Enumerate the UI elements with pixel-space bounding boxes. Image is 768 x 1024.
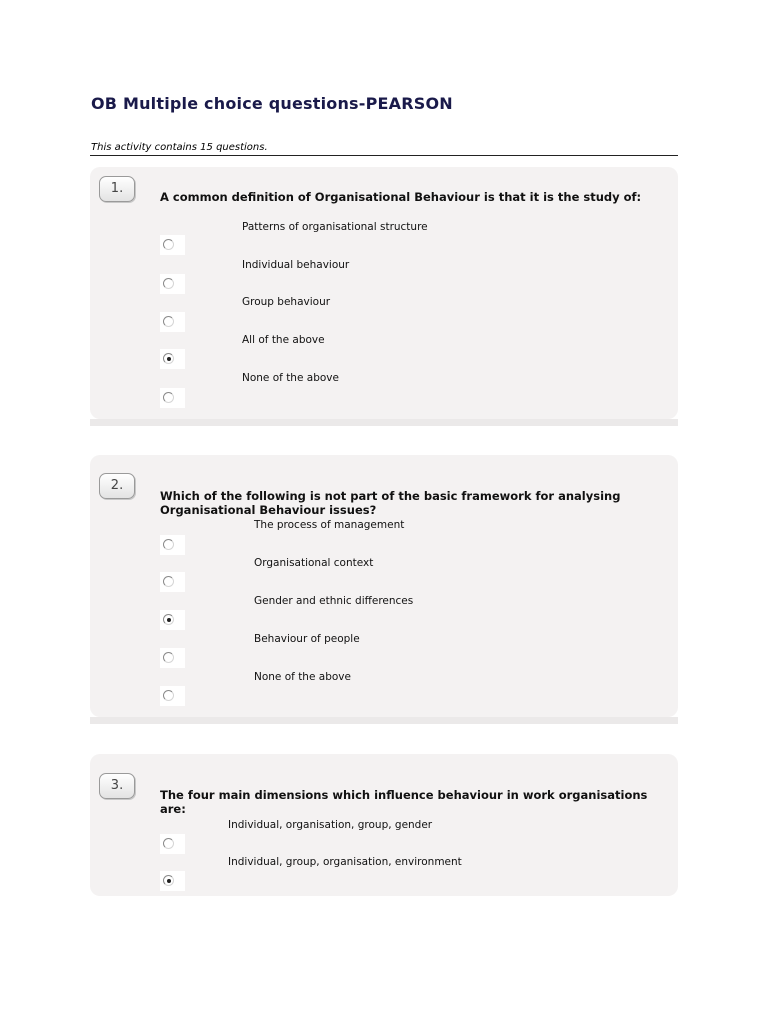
option-radio-box: [160, 312, 185, 332]
question-card-1: [90, 167, 678, 419]
radio-button[interactable]: [163, 576, 174, 587]
question-text: Which of the following is not part of the basic framework for analysing Organisational Behaviour issues?: [160, 489, 621, 517]
option-label: Organisational context: [254, 557, 374, 569]
option-radio-box: [160, 610, 185, 630]
intro-divider: [90, 155, 678, 156]
option-radio-box: [160, 349, 185, 369]
option-radio-box: [160, 871, 185, 891]
question-number-badge: 1.: [99, 176, 135, 202]
option-label: Individual, group, organisation, environment: [228, 856, 462, 868]
option-label: Patterns of organisational structure: [242, 221, 428, 233]
radio-button[interactable]: [163, 539, 174, 550]
option-label: The process of management: [254, 519, 405, 531]
question-card-2: [90, 455, 678, 717]
radio-button-selected[interactable]: [163, 353, 174, 364]
option-label: All of the above: [242, 334, 325, 346]
radio-button[interactable]: [163, 316, 174, 327]
option-radio-box: [160, 235, 185, 255]
option-radio-box: [160, 388, 185, 408]
radio-button[interactable]: [163, 838, 174, 849]
option-radio-box: [160, 834, 185, 854]
option-label: Behaviour of people: [254, 633, 360, 645]
radio-button[interactable]: [163, 392, 174, 403]
question-number-badge: 2.: [99, 473, 135, 499]
option-radio-box: [160, 572, 185, 592]
option-label: Individual behaviour: [242, 259, 350, 271]
radio-button-selected[interactable]: [163, 614, 174, 625]
question-text: The four main dimensions which influence behaviour in work organisations are:: [160, 788, 648, 816]
option-label: None of the above: [242, 372, 339, 384]
card-footer: [90, 419, 678, 426]
option-radio-box: [160, 274, 185, 294]
radio-button[interactable]: [163, 278, 174, 289]
option-radio-box: [160, 648, 185, 668]
radio-button-selected[interactable]: [163, 875, 174, 886]
option-label: Gender and ethnic differences: [254, 595, 414, 607]
question-number-badge: 3.: [99, 773, 135, 799]
card-footer: [90, 717, 678, 724]
radio-button[interactable]: [163, 652, 174, 663]
page-title: OB Multiple choice questions-PEARSON: [91, 94, 453, 113]
option-label: Individual, organisation, group, gender: [228, 819, 433, 831]
question-card-3: [90, 754, 678, 896]
activity-intro: This activity contains 15 questions.: [91, 142, 268, 153]
option-label: None of the above: [254, 671, 351, 683]
radio-button[interactable]: [163, 239, 174, 250]
option-radio-box: [160, 686, 185, 706]
option-radio-box: [160, 535, 185, 555]
radio-button[interactable]: [163, 690, 174, 701]
question-text: A common definition of Organisational Behaviour is that it is the study of:: [160, 190, 642, 204]
option-label: Group behaviour: [242, 296, 331, 308]
